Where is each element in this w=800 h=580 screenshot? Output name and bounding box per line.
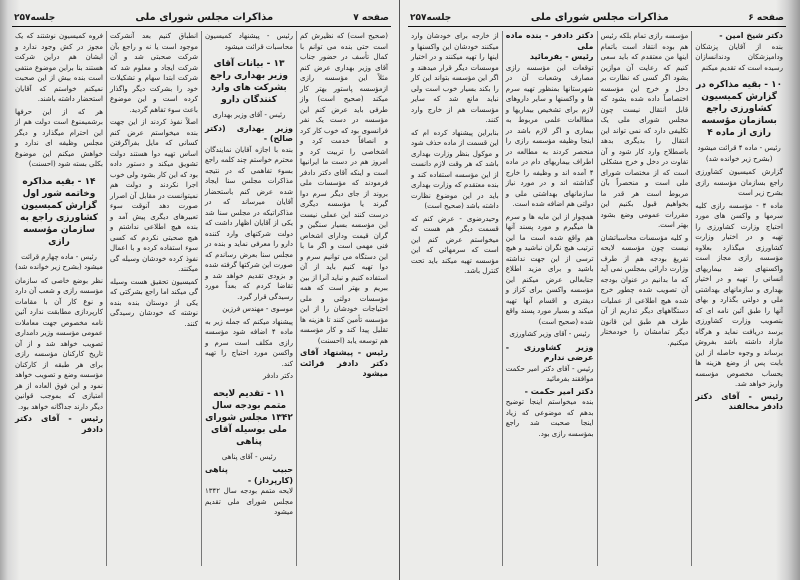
paragraph: توقعات این مؤسسه رازی مصارف وشعبات آن در شهرستانها بمنظور تهیه سرم ها و واکسنها و سایر داروهای لازم برای تشخیص بیماریها و مطالعات علمی مربوط به بیماری و اگر لازم باشد در اینجا وظیفه مؤسسه رازی را منحصر کردند به مطالعه در اطراف بیماریهای دام در ماده ۴ آمده اند و وظیفه را خارج گذاشته اند و در مورد نیاز سازمانهای بهداشتی ملی و دولتی هم اضافه شده است. <box>505 63 594 208</box>
page-number: صفحه ۶ <box>748 13 784 23</box>
text-column <box>296 31 391 566</box>
speaker-name: رئیس - بفرمائید <box>529 52 594 61</box>
text-column <box>597 31 692 566</box>
paragraph: دکتر دادفر <box>262 372 293 380</box>
paragraph: از خارجه برای خودشان وارد میکنند خودشان این واکسنها و اینها را تهیه میکنند و در اختیار موسسات دیگر قرار میدهند و اگر این مؤسسه بتواند این کار را بکند بسیار خوب است ولی نباید مانع شد که سایر مؤسسات هم از خارج وارد کنند. <box>411 32 499 124</box>
text-column <box>12 31 106 566</box>
paragraph: نظر بوضع خاصی که سازمان مؤسسه رازی و شعب آن دارد و نوع کار آن با مقامات کارپردازی مطابقت ندارد آئین نامه مخصوص جهت معاملات عمومی مؤسسه وزیر دامداری تصویب خواهد شد و از آن تاریخ کارکنان مؤسسه رازی برای هر طبقه از کارکنان مؤسسه وضع و تصویب خواهد نمود و این فوق العاده از هر امتیازی که بموجب قوانین دیگر دارند جداگانه خواهد بود. <box>15 276 103 411</box>
paragraph: اصلاً نفوذ کردند از این جهت بنده میخواستم عرض کنم کسانی که مایل بفراگرفتن اساس تهیه دوا هستند دولت تشویق میکند و دستور داده بود که این کار بشود ولی خوب اجرا نکردند و دولت هم نمیتوانست در مقابل آن اصرار صورت دهد آنوقت سوء تعبیرهای دیگری پیش آمد و بنده هیچ اطلاعی نداشتم و هیچ صحبتی نکردم که کسی سوء استفاده کرده و با اعمال نفوذ کرده خودشان وسیله گی میکنند. <box>110 118 198 273</box>
text-column <box>201 31 296 566</box>
paragraph: ماده ۴ - مؤسسه رازی کلیه سرمها و واکسن های مورد احتیاج وزارت کشاورزی را تهیه و در اختیار وزارت کشاورزی میگذارد بعلاوه مؤسسه رازی مجاز است واکسنهای ضد بیماریهای انسانی را تهیه و در اختیار بهداری و سازمانهای بهداشتی ملی و دولتی بگذارد و بهای آنها را طبق آئین نامه ای که بتصویب وزارت کشاورزی برسد دریافت نماید و هرگاه مازاد داشته باشد بفروش برساند و وجوه حاصله از این بابت پس از وضع هزینه ها بحساب مخصوص مؤسسه واریز خواهد شد. <box>695 201 783 388</box>
speaker-name: دکتر امیر حکمت - <box>524 386 594 396</box>
paragraph: همچوار از این مایه ها و سرم ها میگیرم و مورد پسند آنها هم واقع شده است ما این ترتیب هیچ نگران نباشید و هیچ ترسی از این جهت نداشته باشید و برای مزید اطلاع جنابعالی عرض میکنم این مؤسسه واکسن برای کزاز و دیفتری و اقسام آنها تهیه میکند و بسیار مورد پسند واقع شده (صحیح است) <box>505 212 594 326</box>
session-number: جلسه۲۵۷ <box>410 13 452 23</box>
session-number: جلسه۲۵۷ <box>14 13 56 23</box>
paragraph: رئیس - پیشنهاد کمیسیون محاسبات قرائت میشود <box>205 32 293 51</box>
text-column <box>408 31 502 566</box>
page-header <box>408 8 786 27</box>
speaker-name: دکتر شیخ امین - <box>719 31 783 40</box>
paragraph: موسوی - مهندس فرزین <box>222 305 293 313</box>
chair-line: رئیس - آقای وزیر بهداری <box>212 111 286 119</box>
speaker-name: رئیس - آقای دکتر دادفر مخالفند <box>695 391 783 411</box>
page-number: صفحه ۷ <box>353 13 389 23</box>
paragraph: مؤسسه رازی تمام بلکه رئیس هم بوده انتقاد است باتمام اینها من معتقدم که باید سعی کنیم که رعایت آن موازین بشود اگر کسی که نظارت بر دخل و خرج این مؤسسه اختصاصاً داده شده بشود که قابل انتقال نیست چون مجلس شورای ملی یک تکلیفی دارد که نمی تواند این انتقال را بدیگری بدهد باصطلاح وارد کار شود و آن تفاوت در دخل و خرج مشکلی است که از مختصات شورای ملی است و منحصراً بآن مربوط است هر قدر ما بخواهیم قبول بکنیم این مقررات عمومی وضع بشود بهتر است. <box>600 32 689 229</box>
speaker-name: وزیر کشاورزی - عرضی ندارم <box>505 342 594 362</box>
paragraph: بنابراین پیشنهاد کرده ام که این قسمت از ماده حذف شود و موکول بنظر وزارت بهداری باشد که هر وقت لازم دانست از این مؤسسه استفاده کند و بنده معتقدم که وزارت بهداری باید در این موضوع نظارت داشته باشد (صحیح است) <box>411 128 499 210</box>
paragraph: بنده میخواستم اینجا توضیح بدهم که موضوعی که زیاد اینجا صحبت شد راجع بمؤسسه رازی بود. <box>505 398 594 438</box>
page-6 <box>400 0 800 580</box>
page-header <box>12 8 391 27</box>
speaker-name: رئیس - پیشنهاد آقای دکتر دادفر قرائت میشود <box>300 348 388 378</box>
columns <box>408 31 786 566</box>
chair-line: رئیس - ماده چهارم قرائت میشود (بشرح زیر خوانده شد) <box>15 252 103 271</box>
paragraph: کمیسیون تحقیق هست وسیله گی میکند اما راجع بشرکتی که یکی از دوستان بنده بنده نوشته که خودشان رسیدگی کنند. <box>110 277 198 328</box>
paragraph: و کلیه مؤسسات محاسباتشان نیست چون مؤسسه لایحه تفریغ بودجه هم از طرف وزارت دارائی بمجلس نمی آید که ما بدانیم در عنوان بودجه آن تصویب شده چطور خرج شده هیچ اطلاعی از عملیات دستگاههای دیگر تداریم از آن طرف هم طبق این قانون دیگر تمامشان را خودمختار میکنیم. <box>600 233 689 347</box>
text-column <box>106 31 201 566</box>
section-heading: ۱۱ - تقدیم لایحه متمم بودجه سال ۱۳۴۲ مجلس شورای ملی بوسیله آقای پناهی <box>205 388 293 447</box>
text-column <box>502 31 597 566</box>
paragraph: گزارش کمیسیون کشاورزی راجع بسازمان مؤسسه رازی بشرح زیر است <box>695 168 783 197</box>
speaker-name: رئیس - آقای دکتر دادفر <box>15 414 103 434</box>
chair-line: رئیس - ماده ۴ قرائت میشود (بشرح زیر خوانده شد) <box>697 144 781 163</box>
paragraph: هر که از این حرفها برشمیمنوع است دولت هم از این احترام میگذارد و دیگر مجلس وظیفه ای ندارد و خواهش میکنم این موضوع بکلی بسته شود (احسنت) <box>15 107 103 168</box>
publication-title: مذاکرات مجلس شورای ملی <box>135 12 274 23</box>
section-heading: ۱۰ - بقیه مذاکره در گزارش کمیسیون کشاورزی راجع بسازمان مؤسسه رازی از ماده ۴ <box>696 80 783 138</box>
publication-title: مذاکرات مجلس شورای ملی <box>530 12 669 23</box>
paragraph: وحیدرضوی - عرض کنم که قسمت دیگر هم هست که میخواستم عرض کنم این است که سرمهائی که این مؤسسه تهیه میکند باید تحت کنترل باشد. <box>411 214 499 275</box>
paragraph: رئیس - آقای دکتر امیر حکمت موافقند بفرمائید <box>505 364 594 383</box>
chair-line: رئیس - آقای پناهی <box>221 452 277 461</box>
paragraph: فروه کمیسیون نوشتند که یک مجوز در کش وجود ندارد و ایشان هم دراین شرکت هستند بنا براین موضوع منتفی است بنده بیش از این صحبت نمیکنم خواستم که آقایان استحضار داشته باشند. <box>15 32 103 103</box>
chair-line: رئیس - آقای وزیر کشاورزی <box>509 330 590 338</box>
speaker-name: وزیر بهداری (دکتر صالح) - <box>205 123 293 143</box>
section-heading: ۱۴ - بقیه مذاکره وخاتمه شور اول گزارش کمیسیون کشاورزی راجع به سازمان مؤسسه رازی <box>20 176 98 247</box>
speaker-name: دکتر دادفر - بنده ماده ملی <box>505 31 594 51</box>
section-heading: ۱۳ - بیانات آقای وزیر بهداری راجع بشرکت های وارد کنندگان دارو <box>210 59 288 105</box>
columns <box>12 31 391 566</box>
paragraph: بنده با اجازه آقایان نمایندگان محترم خواستم چند کلمه راجع بسوء تفاهمی که در نتیجه مذاکرات مجلس سنا ایجاد شده عرض کنم باستحضار آقایان میرساند که در مذاکراتیکه در مجلس سنا شد یکی از آقایان اظهار داشت که دولت شرکتهای وارد کننده دارو را معرفی نماید و بنده در مجلس سنا بعرض رساندم که صورت این شرکتها گرفته شده و بزودی تقدیم خواهد شد و تقاضا کردم که بعداً مورد رسیدگی قرار گیرد. <box>205 145 293 301</box>
paragraph: پیشنهاد میکنم که جمله زیر به ماده ۴ اضافه شود مؤسسه رازی مکلف است سرم و واکسن مورد احتیاج را تهیه کند. <box>205 317 293 368</box>
speaker-name: حبیب پناهی (کارپرداز) - <box>205 465 293 485</box>
paragraph: بنده از آقایان پزشکان ودامپزشکان ودندانسازان رسیده است که تقدیم میکنم <box>695 42 783 72</box>
paragraph: انطباق کنیم بعد آنشرکت موجود است یا نه و راجع بآن شرکت صحبتی شد و آن شرکت ایجاد و معلوم شد که شرکت ابتدا سهام و تشکیلات خود را بشرکت دیگر واگذار کرده است و این موضوع باعث سوء تفاهم گردید. <box>110 32 198 114</box>
paragraph: (صحیح است) که نظیرش کم است حتی بنده می توانم با کمال تأسف در حضور جناب آقای وزیر بهداری عرض کنم مثلاً این مؤسسه رازی ازمؤسسه پاستور بهتر کار میکند (صحیح است) واز طرفی باید عرض کنم این مؤسسه در دست یک نفر فرانسوی بود که خوب کار کرد و انصافاً خدمت کرد و اشخاصی را تربیت کرد و امروز هم در دست ما ایرانیها است و اینکه آقای دکتر دادفر فرمودند که مؤسسات ملی بروند از جای دیگر سرم دوا گیرند یا مؤسسه دیگری درست کنند این عملی نیست این مؤسسه بسیار سنگین و گران قیمت ودارای اشخاص فنی مهمی است و اگر ما با این دستگاه می توانیم سرم و دوا تهیه کنیم باید از آن استفاده کنیم و نباید آنرا از بین ببریم و بهتر است که همه مؤسسات دولتی و ملی احتیاجات خودشان را از این مؤسسه تأمین کنند تا هزینه ها تقلیل پیدا کند و کار مؤسسه هم توسعه یابد (احسنت) <box>300 32 388 345</box>
text-column <box>691 31 786 566</box>
paragraph: لایحه متمم بودجه سال ۱۳۴۲ مجلس شورای ملی تقدیم میشود <box>205 487 293 516</box>
